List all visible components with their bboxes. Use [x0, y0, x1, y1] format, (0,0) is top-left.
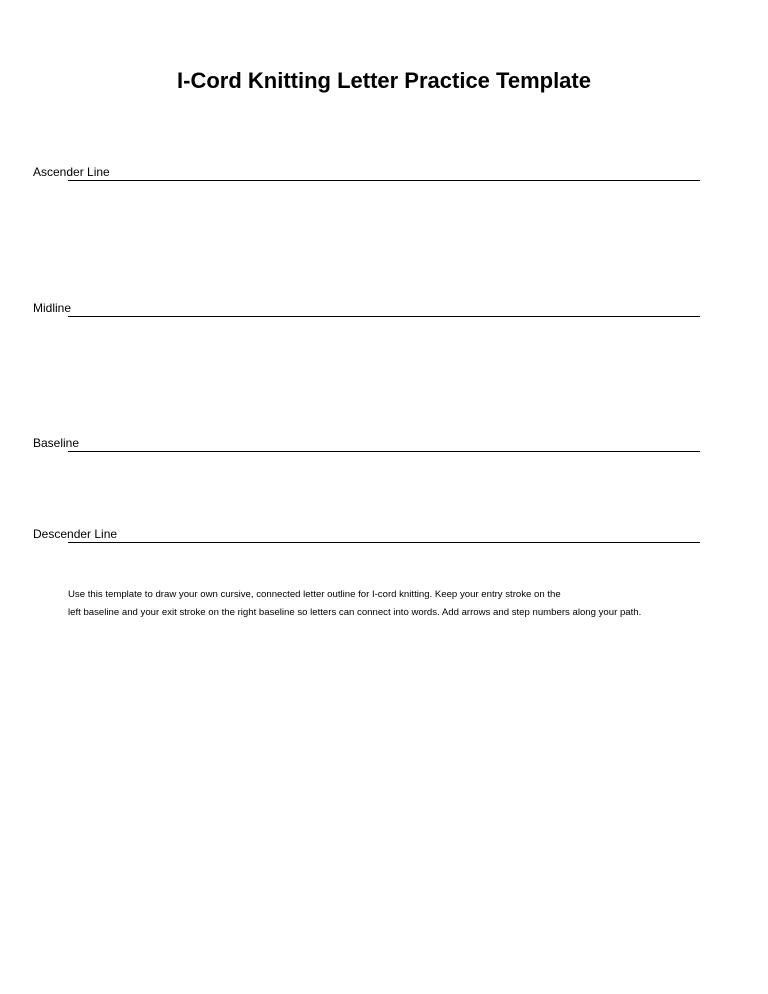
ascender-line-label: Ascender Line: [33, 165, 110, 179]
midline-line: [68, 316, 700, 317]
baseline-line: [68, 451, 700, 452]
descender-line-label: Descender Line: [33, 527, 118, 541]
instructions-paragraph: [68, 586, 758, 622]
instructions-line-1: Use this template to draw your own cursive, connected letter outline for I-cord knitting. Keep your entry stroke on the: [68, 589, 561, 600]
baseline-label: Baseline: [33, 436, 80, 450]
page-title: I-Cord Knitting Letter Practice Template: [177, 68, 591, 93]
instructions-line-2: left baseline and your exit stroke on the right baseline so letters can connect into words. Add arrows and step numbers along your path.: [68, 607, 642, 618]
descender-line: [68, 542, 700, 543]
ascender-line: [68, 180, 700, 181]
midline-label: Midline: [33, 301, 72, 315]
